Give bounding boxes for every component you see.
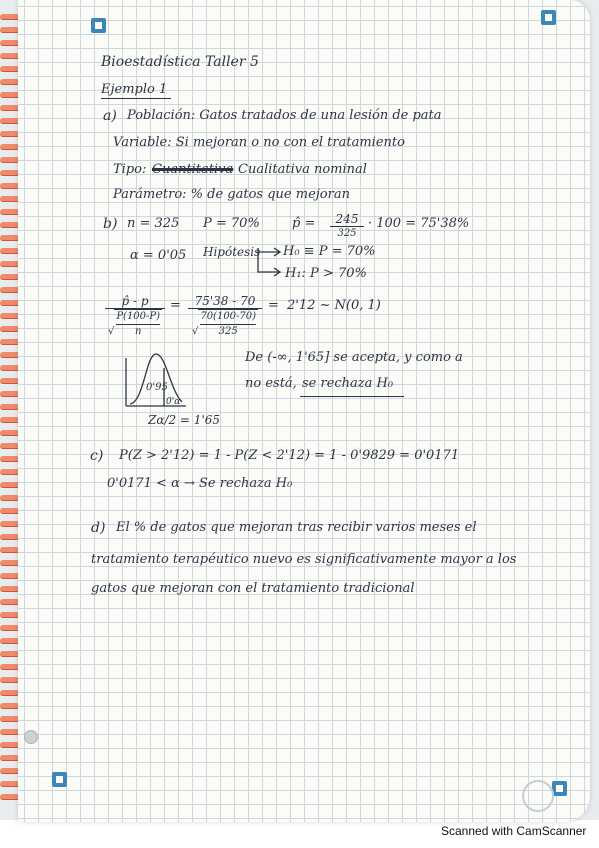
spiral-ring xyxy=(0,742,20,748)
spiral-ring xyxy=(0,105,20,111)
spiral-ring xyxy=(0,638,20,644)
stat-den-den: n xyxy=(134,326,142,337)
alt-hypothesis: H₁: P > 70% xyxy=(285,266,367,281)
spiral-ring xyxy=(0,677,20,683)
punch-hole-icon xyxy=(24,730,38,744)
spiral-ring xyxy=(0,469,20,475)
section-c-label: c) xyxy=(90,448,104,464)
spiral-ring xyxy=(0,79,20,85)
spiral-ring xyxy=(0,326,20,332)
spiral-ring xyxy=(0,196,20,202)
value-den-num: 70(100-70) xyxy=(200,310,256,325)
section-a-label: a) xyxy=(103,108,117,124)
corner-mark-icon xyxy=(91,18,106,33)
spiral-ring xyxy=(0,274,20,280)
section-b-label: b) xyxy=(103,216,118,232)
page-title: Bioestadística Taller 5 xyxy=(101,54,259,70)
curve-tail-label: 0'α xyxy=(166,397,181,407)
pvalue-equation: P(Z > 2'12) = 1 - P(Z < 2'12) = 1 - 0'9829 = 0'0171 xyxy=(119,448,460,463)
spiral-ring xyxy=(0,352,20,358)
phat-denominator: 325 xyxy=(337,228,357,239)
spiral-ring xyxy=(0,222,20,228)
spiral-ring xyxy=(0,27,20,33)
final-conclusion-line-3: gatos que mejoran con el tratamiento tradicional xyxy=(91,581,415,596)
spiral-ring xyxy=(0,391,20,397)
value-fraction: 75'38 - 70 √ $\frac{70(100-70)}{325}$ xyxy=(188,294,262,339)
spiral-ring xyxy=(0,378,20,384)
tipo-prefix: Tipo: xyxy=(113,162,147,177)
spiral-ring xyxy=(0,53,20,59)
spiral-ring xyxy=(0,430,20,436)
spiral-ring xyxy=(0,170,20,176)
spiral-ring xyxy=(0,716,20,722)
spiral-ring xyxy=(0,729,20,735)
equals-sign: = xyxy=(170,298,181,313)
spiral-ring xyxy=(0,118,20,124)
spiral-ring xyxy=(0,560,20,566)
spiral-ring xyxy=(0,66,20,72)
conclusion-line-1: De (-∞, 1'65] se acepta, y como a xyxy=(245,350,463,365)
spiral-ring xyxy=(0,144,20,150)
equals-sign-2: = xyxy=(268,298,279,313)
spiral-ring xyxy=(0,586,20,592)
spiral-ring xyxy=(0,755,20,761)
spiral-ring xyxy=(0,495,20,501)
spiral-ring xyxy=(0,261,20,267)
tipo-crossed-out: Cuantitativa xyxy=(152,162,234,177)
spiral-ring xyxy=(0,417,20,423)
spiral-ring xyxy=(0,482,20,488)
sample-size: n = 325 xyxy=(127,216,180,231)
spiral-ring xyxy=(0,404,20,410)
spiral-ring xyxy=(0,248,20,254)
spiral-ring xyxy=(0,14,20,20)
phat-numerator: 245 xyxy=(330,212,364,227)
spiral-ring xyxy=(0,573,20,579)
variable-text: Variable: Si mejoran o no con el tratamiento xyxy=(113,135,405,150)
stat-fraction: p̂ - p √ $\frac{P(100-P)}{n}$ xyxy=(105,294,165,339)
spiral-ring xyxy=(0,521,20,527)
spiral-ring xyxy=(0,625,20,631)
phat-rhs: · 100 = 75'38% xyxy=(368,216,470,231)
spiral-ring xyxy=(0,92,20,98)
spiral-ring xyxy=(0,547,20,553)
phat-lhs: p̂ = xyxy=(292,216,316,231)
final-conclusion-line-2: tratamiento terapéutico nuevo es significativamente mayor a los xyxy=(91,552,517,567)
phat-fraction xyxy=(330,212,364,241)
spiral-ring xyxy=(0,313,20,319)
curve-inner-label: 0'95 xyxy=(146,382,168,393)
tipo-text: Cualitativa nominal xyxy=(238,162,367,177)
spiral-ring xyxy=(0,40,20,46)
parametro-text: Parámetro: % de gatos que mejoran xyxy=(113,187,350,202)
stat-den-num: P(100-P) xyxy=(116,310,160,325)
example-heading: Ejemplo 1 xyxy=(101,82,168,97)
critical-value: Zα/2 = 1'65 xyxy=(148,413,221,427)
spiral-ring xyxy=(0,157,20,163)
stat-numerator: p̂ - p xyxy=(105,294,165,309)
corner-mark-icon xyxy=(541,10,556,25)
corner-mark-icon xyxy=(52,772,67,787)
population-proportion: P = 70% xyxy=(203,216,260,231)
hypothesis-arrow-icon xyxy=(250,244,284,280)
spiral-ring xyxy=(0,534,20,540)
conclusion-line-2a: no está, xyxy=(245,376,297,391)
spiral-ring xyxy=(0,131,20,137)
conclusion-underline xyxy=(300,396,404,397)
hipotesis-label: Hipótesis xyxy=(203,245,261,259)
value-numerator: 75'38 - 70 xyxy=(188,294,262,309)
final-conclusion-line-1: El % de gatos que mejoran tras recibir varios meses el xyxy=(116,520,477,535)
statistic-result: 2'12 ~ N(0, 1) xyxy=(287,298,381,313)
page-mark-icon xyxy=(522,780,554,812)
section-d-label: d) xyxy=(91,520,106,536)
spiral-ring xyxy=(0,612,20,618)
spiral-ring xyxy=(0,287,20,293)
conclusion-line-2b: se rechaza H₀ xyxy=(302,376,394,391)
spiral-ring xyxy=(0,209,20,215)
scanner-watermark: Scanned with CamScanner xyxy=(441,824,587,838)
spiral-ring xyxy=(0,599,20,605)
spiral-ring xyxy=(0,300,20,306)
spiral-ring xyxy=(0,508,20,514)
spiral-ring xyxy=(0,443,20,449)
alpha-value: α = 0'05 xyxy=(130,248,187,263)
spiral-ring xyxy=(0,235,20,241)
spiral-ring xyxy=(0,781,20,787)
spiral-ring xyxy=(0,183,20,189)
corner-mark-icon xyxy=(552,781,567,796)
poblacion-text: Población: Gatos tratados de una lesión de pata xyxy=(127,108,442,123)
spiral-ring xyxy=(0,794,20,800)
spiral-ring xyxy=(0,456,20,462)
spiral-ring xyxy=(0,651,20,657)
example-underline xyxy=(101,98,171,99)
spiral-ring xyxy=(0,365,20,371)
pvalue-decision: 0'0171 < α → Se rechaza H₀ xyxy=(107,476,293,491)
spiral-ring xyxy=(0,339,20,345)
null-hypothesis: H₀ ≡ P = 70% xyxy=(283,244,376,259)
spiral-ring xyxy=(0,664,20,670)
spiral-ring xyxy=(0,703,20,709)
spiral-ring xyxy=(0,768,20,774)
value-den-den: 325 xyxy=(218,326,238,337)
spiral-ring xyxy=(0,690,20,696)
